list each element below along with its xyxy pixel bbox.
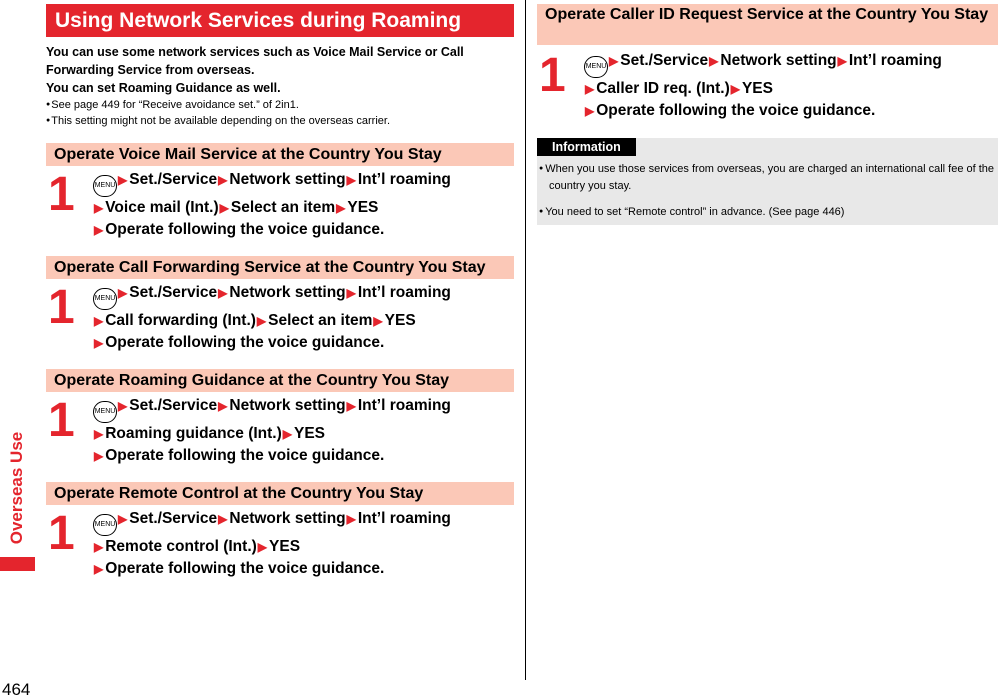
arrow-icon: ▶	[609, 54, 619, 68]
step-item: Set./Service	[620, 52, 709, 69]
arrow-icon: ▶	[282, 427, 292, 441]
step-line	[93, 395, 514, 423]
step-item: Operate following the voice guidance.	[105, 334, 385, 351]
procedure-step	[46, 508, 514, 580]
information-box	[537, 138, 998, 225]
step-item: Int’l roaming	[357, 510, 451, 527]
arrow-icon: ▶	[94, 562, 104, 576]
arrow-icon: ▶	[346, 399, 356, 413]
arrow-icon: ▶	[257, 540, 268, 554]
arrow-icon: ▶	[373, 314, 383, 328]
arrow-icon: ▶	[585, 82, 595, 96]
arrow-icon: ▶	[218, 173, 228, 187]
step-number: 1	[48, 281, 75, 334]
step-line	[93, 310, 514, 332]
arrow-icon: ▶	[346, 286, 356, 300]
section-header: Operate Voice Mail Service at the Country You Stay	[46, 143, 514, 166]
step-item: Operate following the voice guidance.	[105, 447, 385, 464]
arrow-icon: ▶	[730, 82, 740, 96]
step-item: Call forwarding (Int.)	[105, 312, 256, 329]
step-item: Int’l roaming	[357, 397, 451, 414]
step-line	[93, 536, 514, 558]
caller-id-section	[537, 4, 998, 122]
step-item: Int’l roaming	[357, 284, 451, 301]
procedure-step	[537, 50, 998, 122]
sidebar-tab-marker	[0, 557, 35, 571]
step-item: Caller ID req. (Int.)	[596, 80, 730, 97]
step-line	[584, 50, 998, 78]
step-item: YES	[384, 312, 416, 329]
arrow-icon: ▶	[94, 314, 104, 328]
step-item: Int’l roaming	[848, 52, 942, 69]
step-item: Operate following the voice guidance.	[105, 221, 385, 238]
step-item: YES	[294, 425, 326, 442]
procedure-step	[46, 395, 514, 467]
step-number: 1	[48, 507, 75, 560]
step-line	[93, 445, 514, 467]
arrow-icon: ▶	[709, 54, 719, 68]
arrow-icon: ▶	[346, 512, 356, 526]
arrow-icon: ▶	[218, 512, 228, 526]
arrow-icon: ▶	[336, 201, 346, 215]
step-line	[93, 423, 514, 445]
menu-key-icon: MENU	[93, 288, 117, 310]
intro-line: You can use some network services such as Voice Mail Service or Call Forwarding Service from overseas.	[46, 45, 464, 77]
step-item: Operate following the voice guidance.	[105, 560, 385, 577]
arrow-icon: ▶	[94, 540, 104, 554]
step-item: Set./Service	[129, 284, 218, 301]
step-item: Network setting	[229, 397, 346, 414]
step-item: Int’l roaming	[357, 171, 451, 188]
procedure-step	[46, 282, 514, 354]
intro-line: You can set Roaming Guidance as well.	[46, 81, 281, 95]
arrow-icon: ▶	[218, 399, 228, 413]
sections	[46, 143, 514, 580]
column-divider	[525, 0, 526, 680]
menu-key-icon: MENU	[93, 175, 117, 197]
arrow-icon: ▶	[585, 104, 595, 118]
step-item: Operate following the voice guidance.	[596, 102, 876, 119]
arrow-icon: ▶	[346, 173, 356, 187]
step-number: 1	[48, 168, 75, 221]
section-header: Operate Roaming Guidance at the Country You Stay	[46, 369, 514, 392]
information-label: Information	[537, 138, 636, 156]
step-item: Roaming guidance (Int.)	[105, 425, 282, 442]
section-header: Operate Call Forwarding Service at the Country You Stay	[46, 256, 514, 279]
sidebar-label: Overseas Use	[7, 431, 26, 545]
step-item: Voice mail (Int.)	[105, 199, 219, 216]
step-line	[584, 78, 998, 100]
arrow-icon: ▶	[94, 201, 104, 215]
arrow-icon: ▶	[118, 512, 128, 526]
page-title: Using Network Services during Roaming	[46, 4, 514, 37]
note-item: ● See page 449 for “Receive avoidance set.” of 2in1.	[46, 97, 514, 113]
arrow-icon: ▶	[94, 223, 104, 237]
arrow-icon: ▶	[94, 336, 104, 350]
step-item: Set./Service	[129, 171, 218, 188]
step-number: 1	[48, 394, 75, 447]
step-item: Network setting	[229, 510, 346, 527]
step-line	[93, 332, 514, 354]
arrow-icon: ▶	[256, 314, 267, 328]
arrow-icon: ▶	[94, 449, 104, 463]
step-item: Select an item	[230, 199, 336, 216]
step-line	[93, 282, 514, 310]
step-item: Network setting	[229, 171, 346, 188]
step-item: Select an item	[268, 312, 373, 329]
section-header: Operate Remote Control at the Country You Stay	[46, 482, 514, 505]
information-item: ● You need to set “Remote control” in advance. (See page 446)	[537, 199, 998, 225]
step-line	[93, 169, 514, 197]
step-line	[93, 508, 514, 536]
page-number: 464	[2, 680, 31, 699]
menu-key-icon: MENU	[93, 401, 117, 423]
intro-text	[46, 43, 514, 97]
arrow-icon: ▶	[219, 201, 229, 215]
information-item: ● When you use those services from overseas, you are charged an international call fee of the country you stay.	[537, 156, 998, 199]
procedure-step	[46, 169, 514, 241]
step-number: 1	[539, 49, 566, 102]
arrow-icon: ▶	[118, 286, 128, 300]
step-item: Network setting	[229, 284, 346, 301]
step-item: Set./Service	[129, 510, 218, 527]
menu-key-icon: MENU	[584, 56, 608, 78]
step-item: YES	[347, 199, 379, 216]
arrow-icon: ▶	[218, 286, 228, 300]
step-item: YES	[741, 80, 773, 97]
step-line	[93, 219, 514, 241]
arrow-icon: ▶	[94, 427, 104, 441]
right-column	[537, 4, 998, 225]
step-line	[93, 197, 514, 219]
step-item: Network setting	[720, 52, 837, 69]
notes	[46, 97, 514, 129]
left-column	[46, 4, 514, 580]
section-header: Operate Caller ID Request Service at the Country You Stay	[537, 4, 998, 45]
arrow-icon: ▶	[118, 173, 128, 187]
menu-key-icon: MENU	[93, 514, 117, 536]
step-item: Set./Service	[129, 397, 218, 414]
step-item: YES	[269, 538, 301, 555]
step-line	[93, 558, 514, 580]
step-item: Remote control (Int.)	[105, 538, 257, 555]
arrow-icon: ▶	[118, 399, 128, 413]
sidebar	[0, 0, 35, 697]
arrow-icon: ▶	[837, 54, 847, 68]
step-line	[584, 100, 998, 122]
note-item: ● This setting might not be available depending on the overseas carrier.	[46, 113, 514, 129]
